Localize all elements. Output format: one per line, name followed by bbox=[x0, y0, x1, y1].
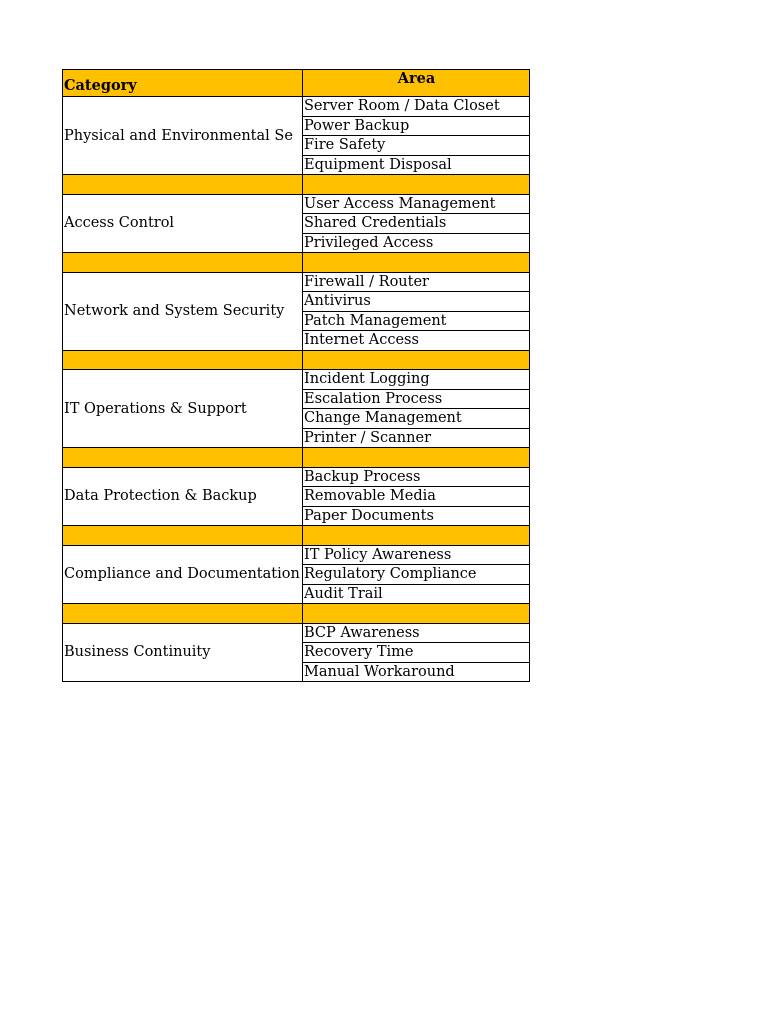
area-cell[interactable]: Power Backup bbox=[303, 116, 530, 136]
area-cell[interactable]: Internet Access bbox=[303, 331, 530, 351]
area-cell[interactable]: Equipment Disposal bbox=[303, 155, 530, 175]
area-cell[interactable]: Paper Documents bbox=[303, 506, 530, 526]
separator-row bbox=[63, 604, 530, 624]
category-cell[interactable]: IT Operations & Support bbox=[63, 370, 303, 448]
separator-cell[interactable] bbox=[303, 253, 530, 273]
separator-row bbox=[63, 175, 530, 195]
table-row bbox=[63, 272, 530, 292]
area-cell[interactable]: Audit Trail bbox=[303, 584, 530, 604]
category-cell[interactable]: Data Protection & Backup bbox=[63, 467, 303, 526]
category-area-table bbox=[62, 69, 530, 682]
category-cell[interactable]: Network and System Security bbox=[63, 272, 303, 350]
area-cell[interactable]: Privileged Access bbox=[303, 233, 530, 253]
area-cell[interactable]: Incident Logging bbox=[303, 370, 530, 390]
separator-cell[interactable] bbox=[63, 448, 303, 468]
area-cell[interactable]: Server Room / Data Closet bbox=[303, 97, 530, 117]
table-row bbox=[63, 545, 530, 565]
area-cell[interactable]: IT Policy Awareness bbox=[303, 545, 530, 565]
area-cell[interactable]: Manual Workaround bbox=[303, 662, 530, 682]
separator-row bbox=[63, 448, 530, 468]
table-body bbox=[63, 97, 530, 682]
separator-cell[interactable] bbox=[63, 526, 303, 546]
header-row bbox=[63, 70, 530, 97]
separator-row bbox=[63, 350, 530, 370]
area-cell[interactable]: Patch Management bbox=[303, 311, 530, 331]
separator-cell[interactable] bbox=[303, 175, 530, 195]
area-cell[interactable]: Antivirus bbox=[303, 292, 530, 312]
area-cell[interactable]: Backup Process bbox=[303, 467, 530, 487]
separator-cell[interactable] bbox=[63, 604, 303, 624]
area-cell[interactable]: Shared Credentials bbox=[303, 214, 530, 234]
separator-cell[interactable] bbox=[63, 253, 303, 273]
area-cell[interactable]: Escalation Process bbox=[303, 389, 530, 409]
area-cell[interactable]: BCP Awareness bbox=[303, 623, 530, 643]
separator-cell[interactable] bbox=[303, 448, 530, 468]
table-row bbox=[63, 467, 530, 487]
area-cell[interactable]: Fire Safety bbox=[303, 136, 530, 156]
separator-cell[interactable] bbox=[303, 526, 530, 546]
separator-cell[interactable] bbox=[303, 350, 530, 370]
area-cell[interactable]: Recovery Time bbox=[303, 643, 530, 663]
category-cell[interactable]: Compliance and Documentation bbox=[63, 545, 303, 604]
category-cell[interactable]: Access Control bbox=[63, 194, 303, 253]
area-cell[interactable]: Regulatory Compliance bbox=[303, 565, 530, 585]
category-cell[interactable]: Business Continuity bbox=[63, 623, 303, 682]
separator-row bbox=[63, 253, 530, 273]
area-cell[interactable]: Change Management bbox=[303, 409, 530, 429]
area-cell[interactable]: User Access Management bbox=[303, 194, 530, 214]
table-row bbox=[63, 623, 530, 643]
category-cell[interactable]: Physical and Environmental Se bbox=[63, 97, 303, 175]
area-cell[interactable]: Removable Media bbox=[303, 487, 530, 507]
category-column-header[interactable]: Category bbox=[63, 70, 303, 97]
area-cell[interactable]: Printer / Scanner bbox=[303, 428, 530, 448]
separator-row bbox=[63, 526, 530, 546]
separator-cell[interactable] bbox=[303, 604, 530, 624]
separator-cell[interactable] bbox=[63, 350, 303, 370]
table-row bbox=[63, 370, 530, 390]
separator-cell[interactable] bbox=[63, 175, 303, 195]
table-row bbox=[63, 194, 530, 214]
table-row bbox=[63, 97, 530, 117]
area-cell[interactable]: Firewall / Router bbox=[303, 272, 530, 292]
area-column-header[interactable]: Area bbox=[303, 70, 530, 97]
